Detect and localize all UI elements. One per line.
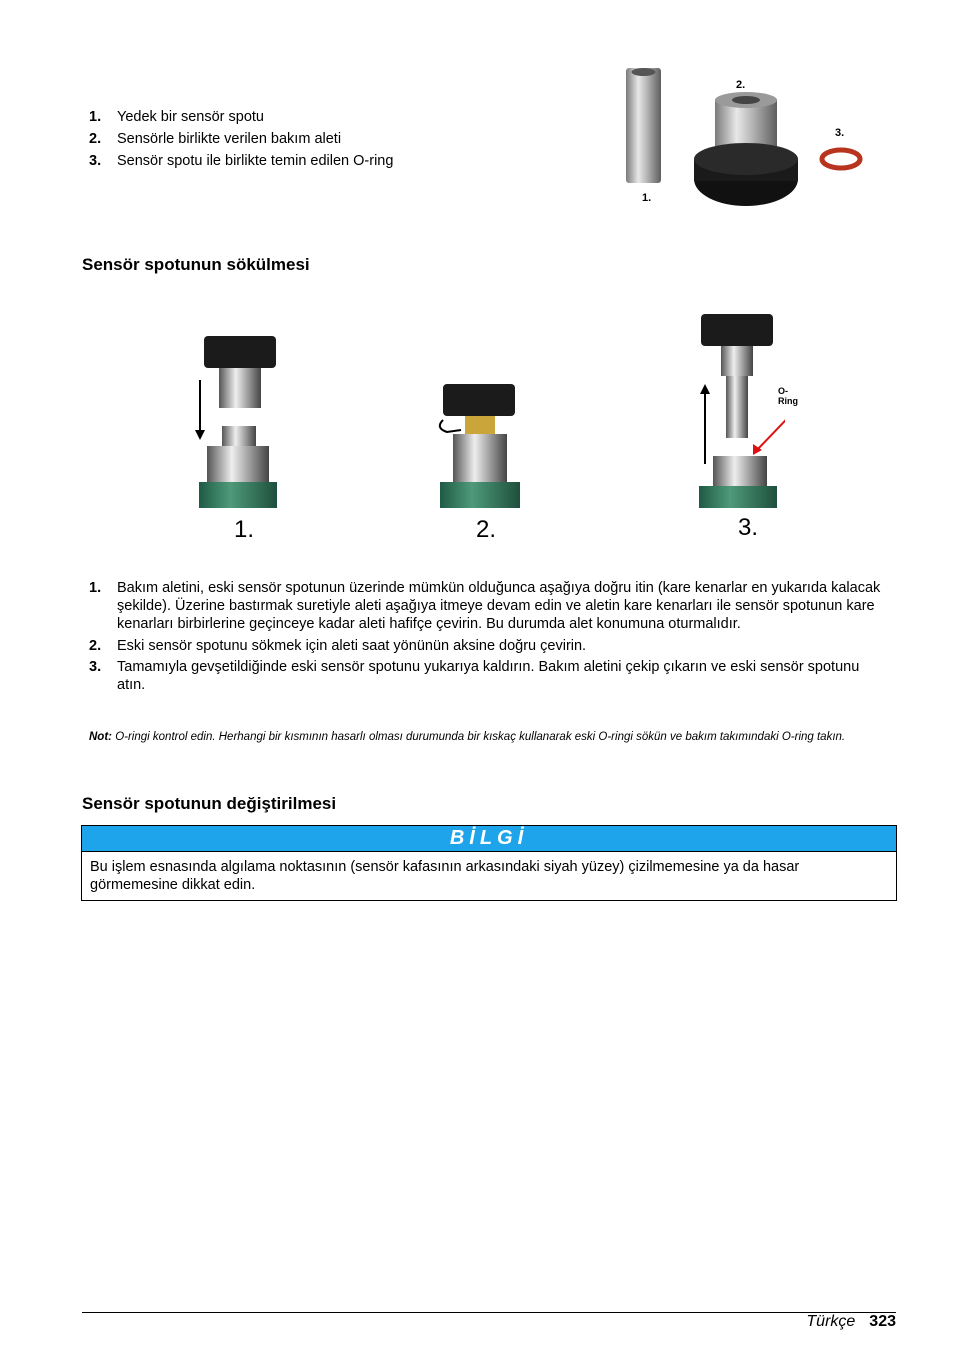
list-item: 1. Bakım aletini, eski sensör spotunun üzerinde mümkün olduğunca aşağıya doğru itin (kare kenarlar en yukarıda kalacak şekilde). Üzerine bastırmak suretiyle aleti aşağıya itmeye devam edin ve aletin kare kenarları ile sensör spotunun kare kenarları birbirlerine geçinceye kadar aleti hafifçe çevirin. Bu durumda alet konumuna oturmalıdır.	[89, 580, 881, 633]
list-item: 1. Yedek bir sensör spotu	[89, 109, 264, 125]
list-item: 3. Tamamıyla gevşetildiğinde eski sensör spotunu yukarıya kaldırın. Bakım aletini çekip çıkarın ve eski sensör spotunu atın.	[89, 658, 860, 694]
info-box	[81, 825, 897, 901]
step-figure-label-2: 2.	[476, 516, 497, 543]
footer-language: Türkçe	[806, 1313, 856, 1330]
section-title-removal: Sensör spotunun sökülmesi	[82, 255, 310, 274]
removal-steps	[89, 579, 889, 697]
section-title-replace: Sensör spotunun değiştirilmesi	[82, 794, 337, 813]
parts-list	[89, 107, 393, 173]
photo-label-2: 2.	[736, 79, 746, 91]
info-box-text: Bu işlem esnasında algılama noktasının (sensör kafasının arkasındaki siyah yüzey) çizilmemesine ya da hasar görmemesine dikkat edin.	[90, 859, 800, 893]
note: Not: O-ringi kontrol edin. Herhangi bir kısmının hasarlı olması durumunda bir kıskaç kullanarak eski O-ringi sökün ve bakım takımındaki O-ring takın.	[89, 731, 846, 743]
photo-label-1: 1.	[642, 192, 652, 204]
list-item: 2. Sensörle birlikte verilen bakım aleti	[89, 131, 342, 147]
oring-label: O-Ring	[778, 386, 798, 406]
info-box-header: BİLGİ	[82, 826, 896, 852]
footer	[806, 1313, 896, 1331]
step-figure-label-1: 1.	[234, 516, 255, 543]
removal-figure	[185, 312, 798, 552]
list-item: 2. Eski sensör spotunu sökmek için aleti saat yönünün aksine doğru çevirin.	[89, 637, 587, 654]
step-figure-label-3: 3.	[738, 514, 759, 541]
photo-label-3: 3.	[835, 127, 845, 139]
footer-divider	[82, 1312, 896, 1313]
list-item: 3. Sensör spotu ile birlikte temin edilen O-ring	[89, 153, 394, 169]
parts-photo	[617, 64, 877, 217]
page-number: 323	[869, 1313, 896, 1330]
